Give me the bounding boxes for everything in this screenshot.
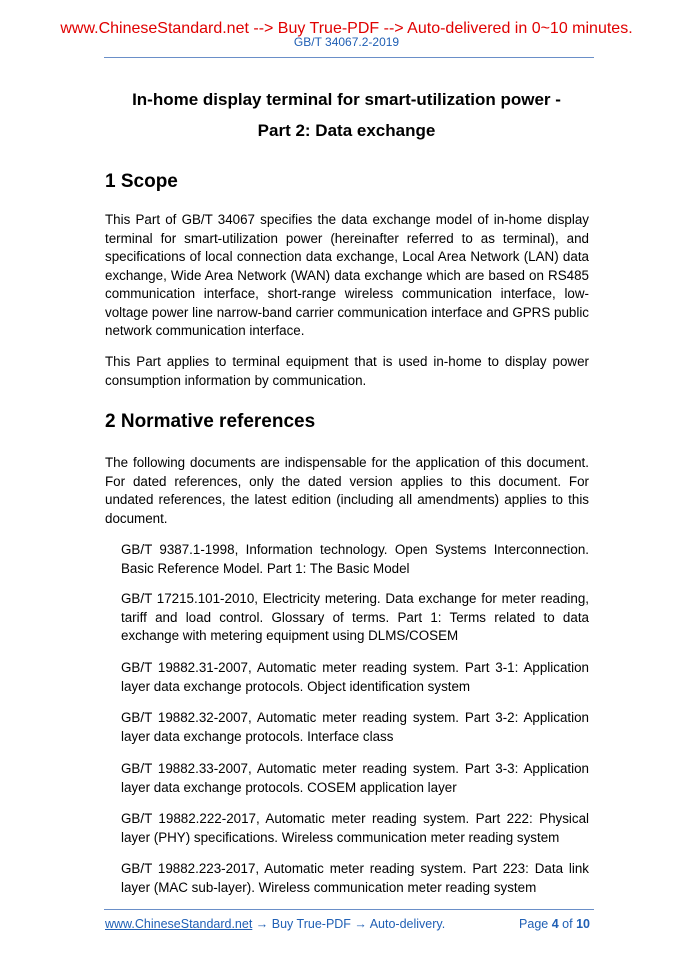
footer-site-link[interactable]: www.ChineseStandard.net [105,917,253,931]
footer-divider [104,909,594,910]
standard-number: GB/T 34067.2-2019 [293,35,400,49]
page-label: Page [519,917,549,931]
document-title-line2: Part 2: Data exchange [257,121,436,140]
page-current: 4 [551,917,559,931]
page-of: of [562,917,573,931]
page-number [519,916,590,932]
section-heading-scope: 1 Scope [105,171,178,192]
reference-item: GB/T 19882.223-2017, Automatic meter reading system. Part 223: Data link layer (MAC sub-layer). Wireless communication meter reading system [121,861,589,895]
scope-paragraph-2: This Part applies to terminal equipment that is used in-home to display power consumption information by communication. [105,354,589,388]
reference-item: GB/T 9387.1-1998, Information technology. Open Systems Interconnection. Basic Reference Model. Part 1: The Basic Model [121,542,589,576]
top-banner[interactable]: www.ChineseStandard.net --> Buy True-PDF --> Auto-delivered in 0~10 minutes. [60,20,633,37]
normative-references-intro: The following documents are indispensable for the application of this document. For dated references, only the dated version applies to this document. For undated references, the latest edition (including all amendments) applies to this document. [105,455,589,526]
reference-item: GB/T 19882.31-2007, Automatic meter reading system. Part 3-1: Application layer data exchange protocols. Object identification system [121,660,589,694]
reference-item: GB/T 19882.222-2017, Automatic meter reading system. Part 222: Physical layer (PHY) specifications. Wireless communication meter reading system [121,811,589,845]
reference-item: GB/T 17215.101-2010, Electricity metering. Data exchange for meter reading, tariff and load control. Glossary of terms. Part 1: Terms related to data exchange with metering equipment using DLMS/COSEM [121,591,589,643]
header-divider [104,57,594,58]
reference-item: GB/T 19882.32-2007, Automatic meter reading system. Part 3-2: Application layer data exchange protocols. Interface class [121,710,589,744]
reference-item: GB/T 19882.33-2007, Automatic meter reading system. Part 3-3: Application layer data exchange protocols. COSEM application layer [121,761,589,795]
page-footer [105,916,590,932]
scope-paragraph-1: This Part of GB/T 34067 specifies the data exchange model of in-home display terminal for smart-utilization power (hereinafter referred to as terminal), and specifications of local connection data exchange, Local Area Network (LAN) data exchange, Wide Area Network (WAN) data exchange which are based on RS485 communication interface, short-range wireless communication interface, low-voltage power line narrow-band carrier communication interface and GPRS public network communication interface. [105,212,589,338]
document-title-line1: In-home display terminal for smart-utilization power - [132,90,561,109]
page-total: 10 [576,917,590,931]
footer-buy-text: → Buy True-PDF → Auto-delivery. [252,917,446,931]
section-heading-normative-references: 2 Normative references [105,411,316,432]
